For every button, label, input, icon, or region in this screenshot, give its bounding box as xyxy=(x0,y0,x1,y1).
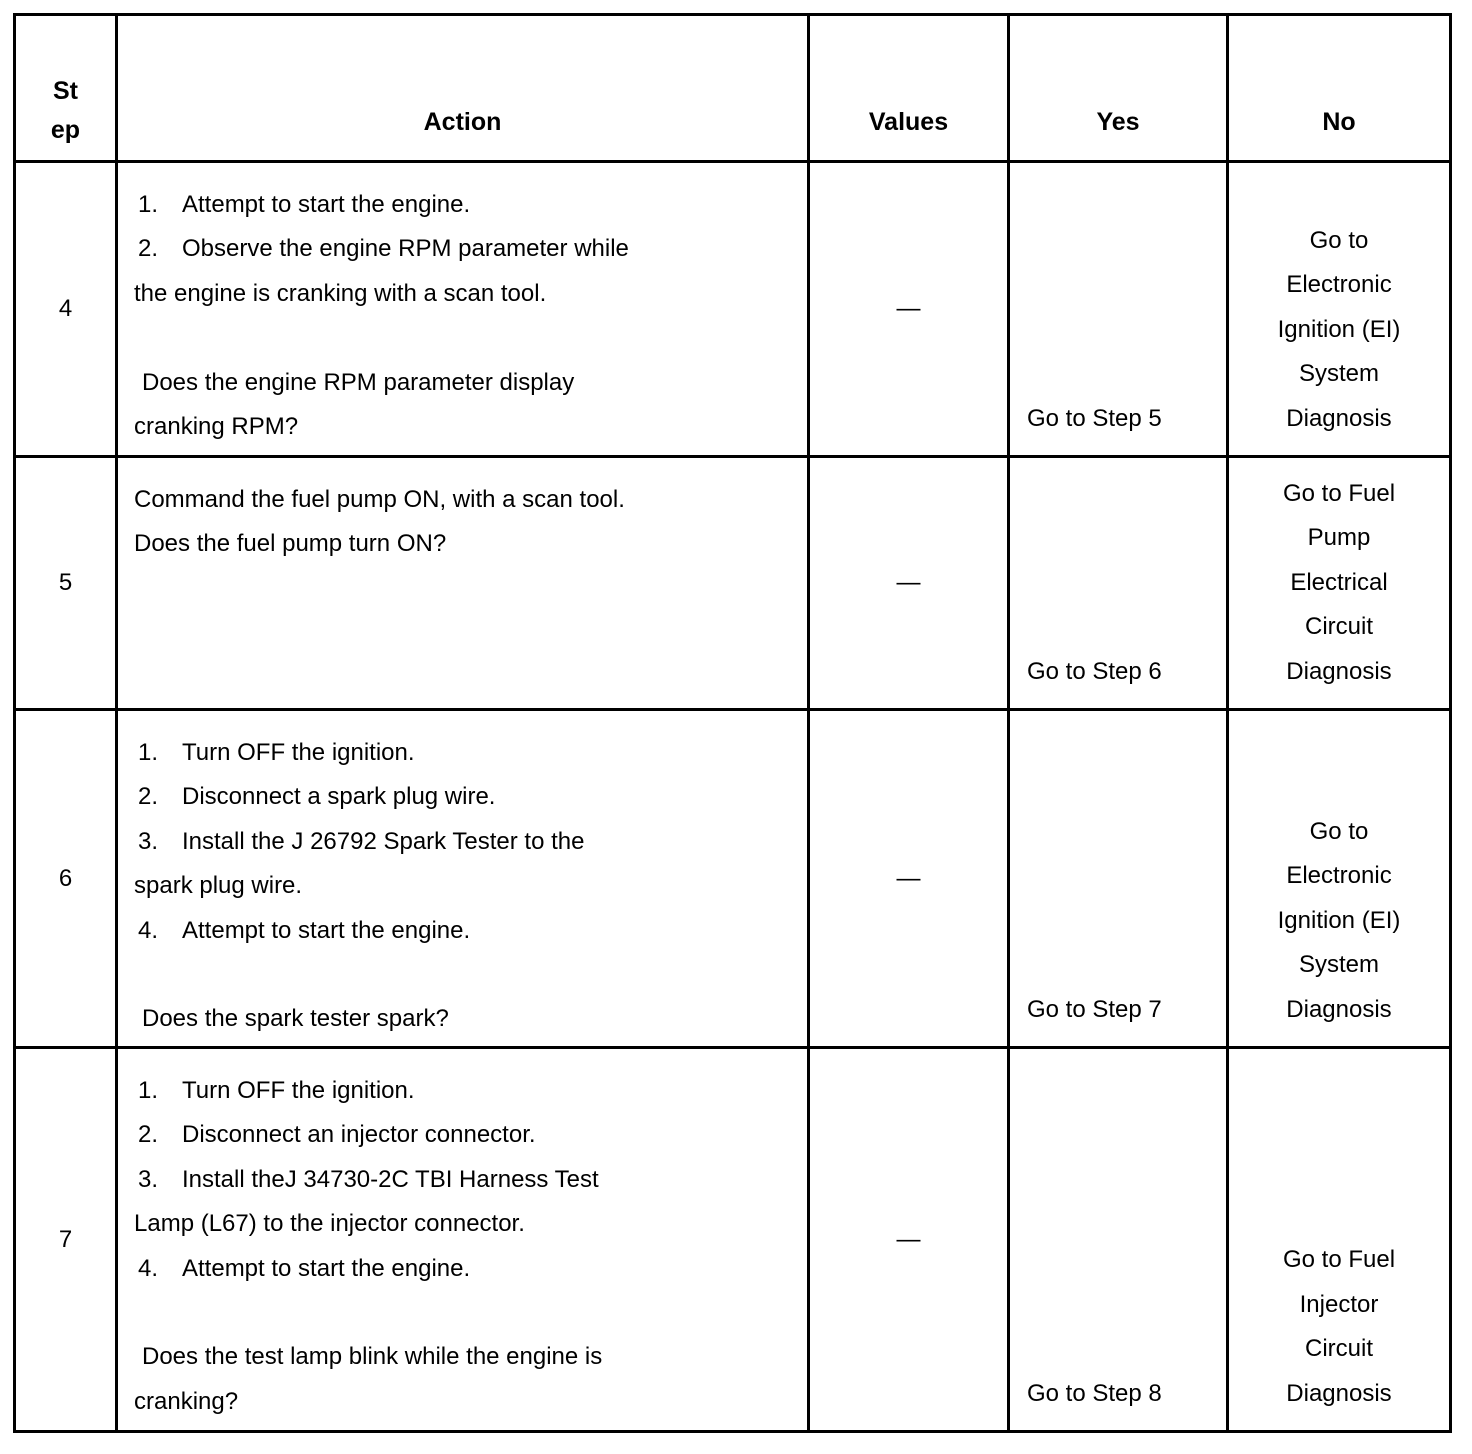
action-line: Command the fuel pump ON, with a scan tool. xyxy=(134,486,625,513)
values-text: — xyxy=(896,864,921,892)
header-values-label: Values xyxy=(868,108,949,136)
item-text: Turn OFF the ignition. xyxy=(182,1077,415,1104)
step-cell xyxy=(15,162,117,457)
table-row-step-7 xyxy=(15,1048,1451,1432)
action-cell xyxy=(117,1048,809,1432)
action-item-continuation: spark plug wire. xyxy=(134,872,303,900)
yes-cell xyxy=(1009,710,1228,1048)
no-text xyxy=(1229,219,1449,441)
values-text: — xyxy=(896,295,921,322)
action-question: Does the engine RPM parameter display xyxy=(142,368,575,396)
item-number: 4. xyxy=(138,1254,159,1282)
no-text-line: Pump xyxy=(1307,524,1371,552)
no-text-line: System xyxy=(1298,360,1379,388)
diagnostic-table-page xyxy=(13,13,1449,1433)
values-text: — xyxy=(896,569,921,596)
yes-cell xyxy=(1009,457,1228,710)
item-number: 1. xyxy=(138,1077,159,1104)
step-number: 7 xyxy=(58,1225,73,1253)
action-item xyxy=(134,227,787,271)
no-text-line: Go to Fuel xyxy=(1282,479,1396,507)
item-number: 2. xyxy=(138,783,159,811)
values-cell xyxy=(809,710,1009,1048)
no-text-line: Injector xyxy=(1299,1290,1379,1318)
action-question: Does the fuel pump turn ON? xyxy=(134,530,447,558)
no-text-line: Electronic xyxy=(1286,862,1392,890)
header-no xyxy=(1228,15,1451,162)
item-number: 2. xyxy=(138,1121,159,1149)
values-cell xyxy=(809,457,1009,710)
header-no-label: No xyxy=(1322,108,1356,136)
step-number: 6 xyxy=(58,864,73,892)
yes-text: Go to Step 8 xyxy=(1027,1380,1162,1407)
action-question: Does the test lamp blink while the engine is xyxy=(142,1343,603,1371)
no-text-line: Diagnosis xyxy=(1286,1379,1392,1407)
item-number: 2. xyxy=(138,235,159,263)
yes-cell xyxy=(1009,1048,1228,1432)
no-text-line: Go to xyxy=(1309,817,1369,845)
action-question-continuation: cranking RPM? xyxy=(134,413,299,441)
step-number: 4 xyxy=(58,295,73,322)
item-number: 3. xyxy=(138,827,159,855)
action-item xyxy=(134,1113,787,1157)
no-text-line: Go to Fuel xyxy=(1282,1246,1396,1274)
action-item xyxy=(134,183,787,227)
no-text-line: Electrical xyxy=(1290,568,1388,596)
header-step-line1: St xyxy=(53,77,78,105)
item-text: Install the J 26792 Spark Tester to the xyxy=(182,827,585,855)
action-item xyxy=(134,1247,787,1291)
action-cell xyxy=(117,457,809,710)
no-text-line: Electronic xyxy=(1286,271,1392,299)
action-question-continuation: cranking? xyxy=(134,1387,239,1415)
step-number: 5 xyxy=(58,569,73,596)
diagnostic-table xyxy=(13,13,1452,1433)
item-text: Disconnect a spark plug wire. xyxy=(182,783,496,811)
table-row-step-4 xyxy=(15,162,1451,457)
no-text-line: System xyxy=(1298,951,1379,979)
header-step-line2: ep xyxy=(50,116,81,144)
no-cell xyxy=(1228,162,1451,457)
table-row-step-5 xyxy=(15,457,1451,710)
yes-text: Go to Step 5 xyxy=(1027,405,1162,432)
no-text-line: Diagnosis xyxy=(1286,404,1392,432)
item-text: Turn OFF the ignition. xyxy=(182,739,415,766)
header-row xyxy=(15,15,1451,162)
values-text: — xyxy=(896,1225,921,1253)
values-cell xyxy=(809,1048,1009,1432)
header-action-label: Action xyxy=(423,108,502,136)
item-number: 1. xyxy=(138,191,159,218)
item-number: 1. xyxy=(138,739,159,766)
action-item-continuation: Lamp (L67) to the injector connector. xyxy=(134,1210,525,1238)
item-text: Attempt to start the engine. xyxy=(182,916,471,944)
item-text: Observe the engine RPM parameter while xyxy=(182,235,629,263)
no-text-line: Circuit xyxy=(1304,1335,1373,1363)
no-text-line: Go to xyxy=(1309,226,1369,254)
values-cell xyxy=(809,162,1009,457)
no-text-line: Ignition (EI) xyxy=(1277,906,1401,934)
action-item xyxy=(134,909,787,953)
yes-cell xyxy=(1009,162,1228,457)
header-values xyxy=(809,15,1009,162)
action-item xyxy=(134,1158,787,1202)
item-text: Install theJ 34730-2C TBI Harness Test xyxy=(182,1165,599,1193)
yes-text: Go to Step 6 xyxy=(1027,658,1162,685)
item-text: Disconnect an injector connector. xyxy=(182,1121,536,1149)
step-cell xyxy=(15,457,117,710)
header-step xyxy=(15,15,117,162)
action-item xyxy=(134,1069,787,1113)
header-action xyxy=(117,15,809,162)
action-cell xyxy=(117,162,809,457)
no-text xyxy=(1229,1238,1449,1416)
header-yes-label: Yes xyxy=(1096,108,1140,136)
action-item xyxy=(134,731,787,775)
action-item-continuation: the engine is cranking with a scan tool. xyxy=(134,279,547,307)
action-cell xyxy=(117,710,809,1048)
no-text xyxy=(1229,810,1449,1032)
no-cell xyxy=(1228,457,1451,710)
no-text xyxy=(1229,472,1449,694)
item-number: 4. xyxy=(138,916,159,944)
no-text-line: Diagnosis xyxy=(1286,657,1392,685)
action-item xyxy=(134,775,787,819)
no-cell xyxy=(1228,710,1451,1048)
yes-text: Go to Step 7 xyxy=(1027,996,1162,1023)
no-text-line: Ignition (EI) xyxy=(1277,315,1401,343)
no-text-line: Circuit xyxy=(1304,613,1373,641)
action-question: Does the spark tester spark? xyxy=(142,1005,449,1033)
item-text: Attempt to start the engine. xyxy=(182,1254,471,1282)
no-cell xyxy=(1228,1048,1451,1432)
step-cell xyxy=(15,710,117,1048)
step-cell xyxy=(15,1048,117,1432)
item-number: 3. xyxy=(138,1165,159,1193)
table-row-step-6 xyxy=(15,710,1451,1048)
no-text-line: Diagnosis xyxy=(1286,995,1392,1023)
header-yes xyxy=(1009,15,1228,162)
item-text: Attempt to start the engine. xyxy=(182,191,471,218)
action-item xyxy=(134,820,787,864)
